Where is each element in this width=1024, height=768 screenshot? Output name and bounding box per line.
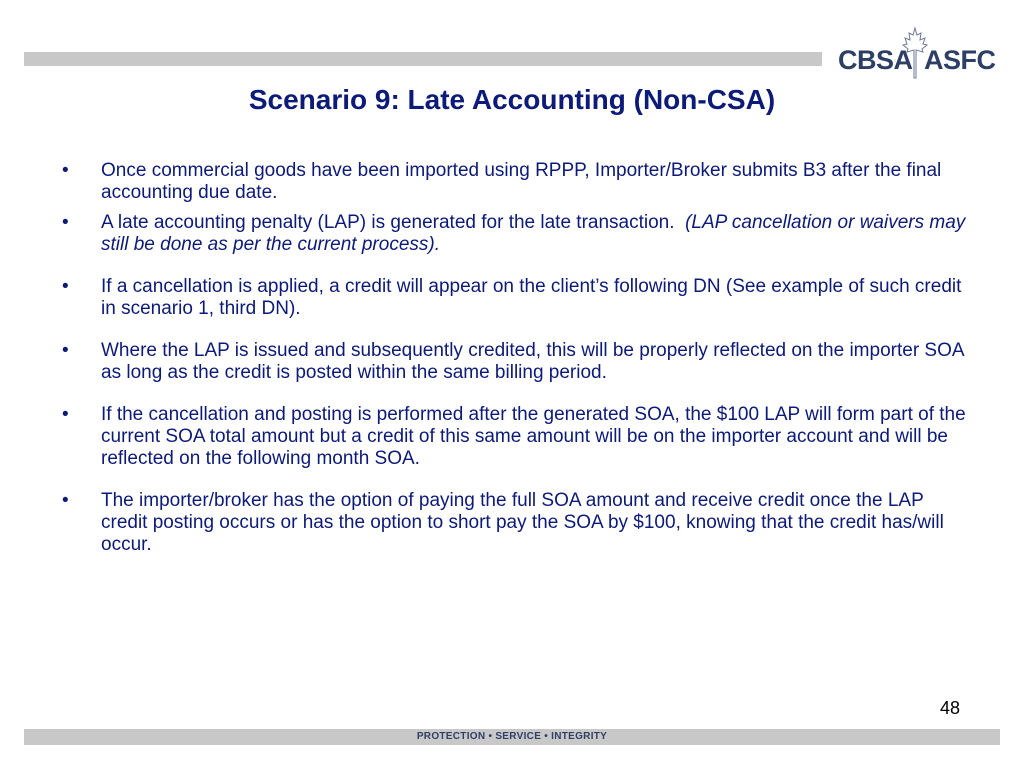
bullet-item bbox=[60, 490, 970, 556]
bullet-item bbox=[60, 160, 970, 204]
bullet-glyph: • bbox=[62, 404, 69, 425]
bullet-item bbox=[60, 404, 970, 470]
cbsa-asfc-logo bbox=[832, 26, 996, 82]
bullet-text: Where the LAP is issued and subsequently credited, this will be properly reflected on the importer SOA as long as the credit is posted within the same billing period. bbox=[101, 340, 964, 383]
header-band bbox=[24, 52, 822, 66]
bullet-glyph: • bbox=[62, 490, 69, 511]
bullet-glyph: • bbox=[62, 160, 69, 181]
bullet-text: If the cancellation and posting is performed after the generated SOA, the $100 LAP will form part of the current SOA total amount but a credit of this same amount will be on the importer account and will be reflected on the following month SOA. bbox=[101, 404, 966, 469]
bullet-text: Once commercial goods have been imported using RPPP, Importer/Broker submits B3 after the final accounting due date. bbox=[101, 160, 942, 203]
bullet-text: If a cancellation is applied, a credit will appear on the client’s following DN (See example of such credit in scenario 1, third DN). bbox=[101, 276, 962, 319]
bullet-glyph: • bbox=[62, 276, 69, 297]
bullet-item bbox=[60, 340, 970, 384]
bullet-item bbox=[60, 276, 970, 320]
bullet-glyph: • bbox=[62, 212, 69, 233]
slide-title: Scenario 9: Late Accounting (Non-CSA) bbox=[248, 84, 776, 115]
footer-tagline: PROTECTION • SERVICE • INTEGRITY bbox=[416, 731, 608, 742]
bullet-text: The importer/broker has the option of paying the full SOA amount and receive credit once the LAP credit posting occurs or has the option to short pay the SOA by $100, knowing that the credit has/will occur. bbox=[101, 490, 944, 555]
bullet-text: A late accounting penalty (LAP) is generated for the late transaction. bbox=[101, 212, 675, 233]
bullet-glyph: • bbox=[62, 340, 69, 361]
logo-text-asfc: ASFC bbox=[924, 45, 996, 75]
bullet-item bbox=[60, 212, 970, 256]
bullet-list bbox=[60, 160, 970, 556]
page-number: 48 bbox=[939, 698, 960, 718]
bullet-italic-note: (LAP cancellation or waivers may still be done as per the current process). bbox=[101, 212, 966, 255]
logo-text-cbsa: CBSA bbox=[838, 45, 913, 75]
